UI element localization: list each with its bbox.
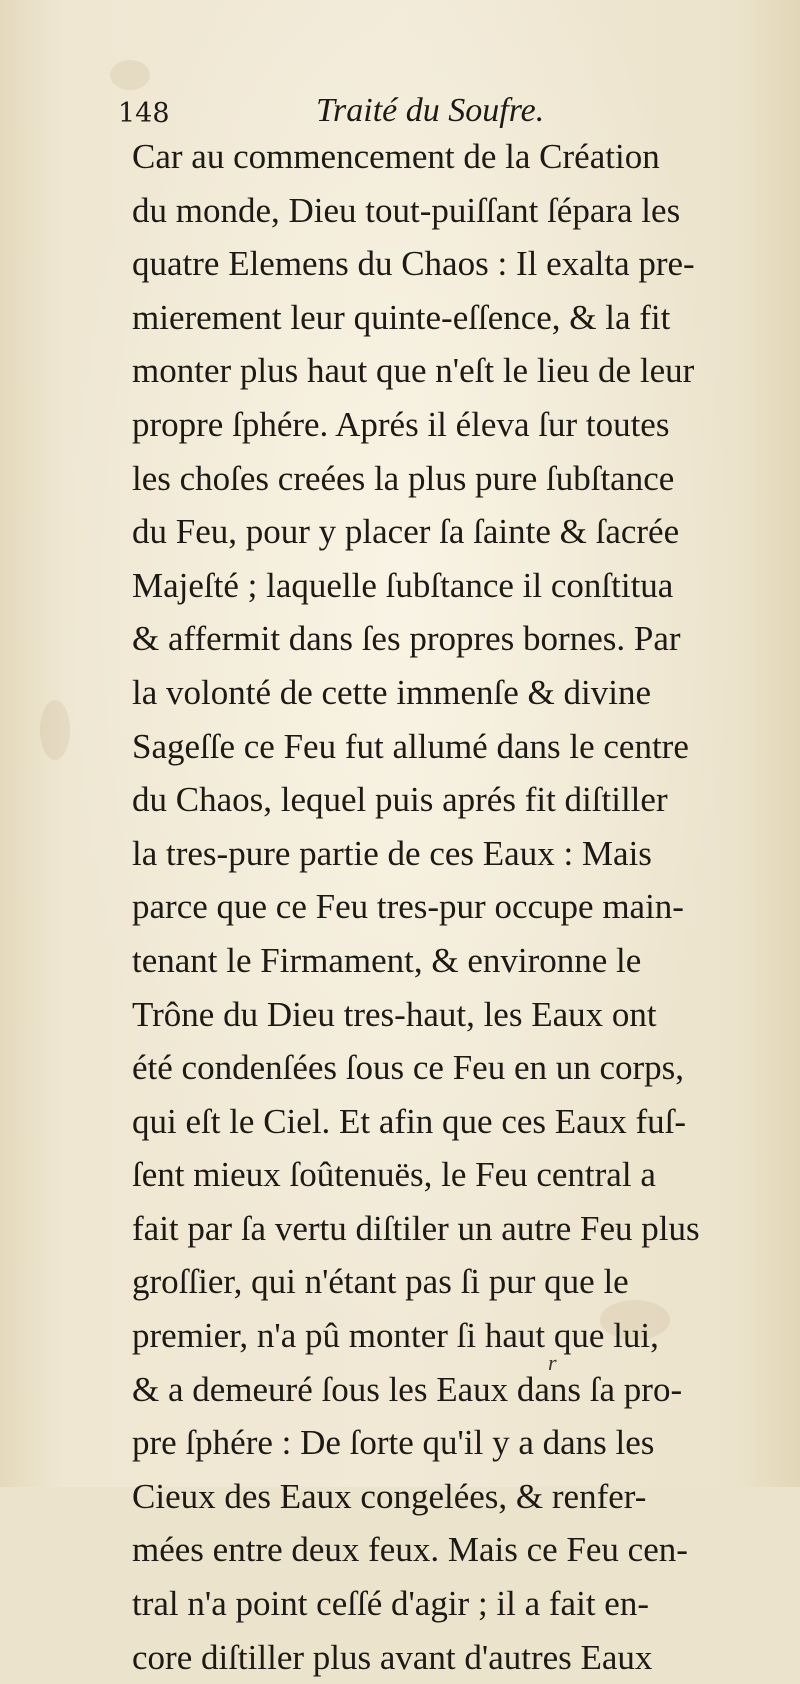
text-line: Cieux des Eaux congelées, & renfer- [132, 1476, 647, 1516]
signature-mark: r [548, 1350, 557, 1375]
text-line: les choſes creées la plus pure ſubſtance [132, 458, 675, 498]
text-line: & affermit dans ſes propres bornes. Par [132, 619, 681, 659]
text-line: du monde, Dieu tout-puiſſant ſépara les [132, 190, 681, 230]
text-line: la tres-pure partie de ces Eaux : Mais [132, 833, 652, 873]
page-number: 148 [118, 98, 170, 129]
text-line: premier, n'a pû monter ſi haut que lui, [132, 1316, 659, 1356]
text-line: pre ſphére : De ſorte qu'il y a dans les [132, 1423, 655, 1463]
text-line: Majeſté ; laquelle ſubſtance il conſtitua [132, 565, 674, 605]
text-line: tral n'a point ceſſé d'agir ; il a fait en- [132, 1584, 649, 1624]
text-line: qui eſt le Ciel. Et afin que ces Eaux fuſ- [132, 1101, 686, 1141]
text-line: ſent mieux ſoûtenuës, le Feu central a [132, 1155, 656, 1195]
text-line: parce que ce Feu tres-pur occupe main- [132, 887, 684, 927]
text-line: Sageſſe ce Feu fut allumé dans le centre [132, 726, 689, 766]
text-line: du Chaos, lequel puis aprés fit diſtiller [132, 780, 668, 820]
text-line: groſſier, qui n'étant pas ſi pur que le [132, 1262, 629, 1302]
text-line: du Feu, pour y placer ſa ſainte & ſacrée [132, 512, 680, 552]
body-text [132, 130, 772, 1684]
text-line: Trône du Dieu tres-haut, les Eaux ont [132, 994, 657, 1034]
text-line: tenant le Firmament, & environne le [132, 940, 642, 980]
text-line: core diſtiller plus avant d'autres Eaux [132, 1637, 653, 1677]
text-line: fait par ſa vertu diſtiler un autre Feu plus [132, 1208, 700, 1248]
text-line: la volonté de cette immenſe & divine [132, 672, 652, 712]
running-title: Traité du Soufre. [316, 92, 545, 129]
text-line: été condenſées ſous ce Feu en un corps, [132, 1048, 685, 1088]
text-line: propre ſphére. Aprés il éleva ſur toutes [132, 404, 670, 444]
paper-stain [40, 700, 70, 760]
text-line: mierement leur quinte-eſſence, & la fit [132, 297, 671, 337]
text-line: monter plus haut que n'eſt le lieu de leur [132, 351, 695, 391]
text-line: quatre Elemens du Chaos : Il exalta pre- [132, 244, 695, 284]
paper-stain [110, 60, 150, 90]
text-line: mées entre deux feux. Mais ce Feu cen- [132, 1530, 688, 1570]
text-line: Car au commencement de la Création [132, 137, 660, 176]
text-line: & a demeuré ſous les Eaux dans ſa pro- [132, 1369, 683, 1409]
